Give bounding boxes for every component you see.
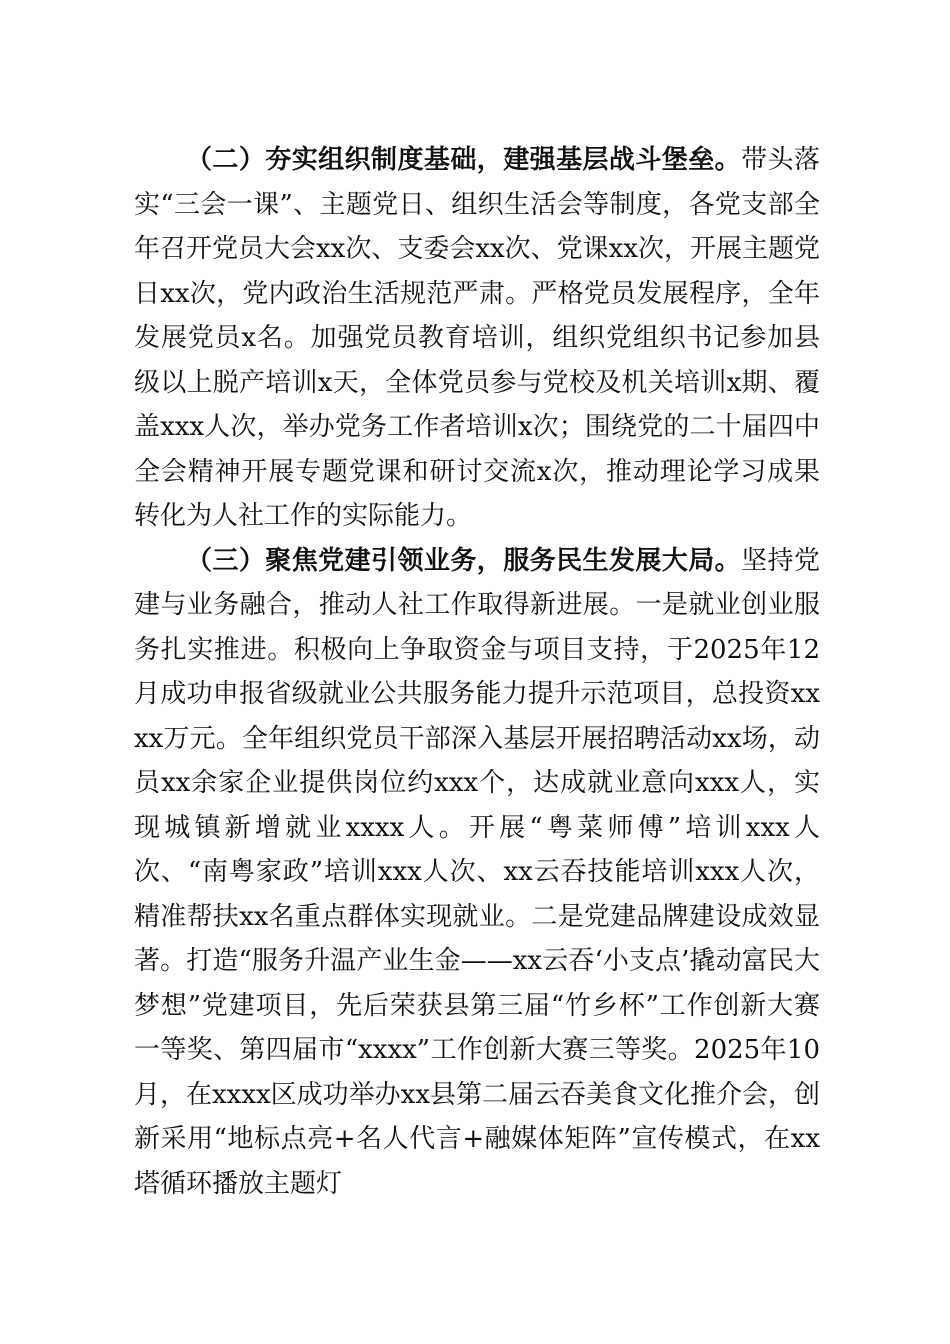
- paragraph-heading: （二）夯实组织制度基础，建强基层战斗堡垒。: [186, 145, 742, 175]
- document-body: [134, 138, 820, 1206]
- paragraph-party-building-business: [134, 539, 820, 1207]
- paragraph-heading: （三）聚焦党建引领业务，服务民生发展大局。: [186, 545, 742, 576]
- paragraph-organization-system: [134, 138, 820, 539]
- paragraph-text: 带头落实“三会一课”、主题党日、组织生活会等制度，各党支部全年召开党员大会xx次、支委会xx次、党课xx次，开展主题党日xx次，党内政治生活规范严肃。严格党员发展程序，全年发展党员x名。加强党员教育培训，组织党组织书记参加县级以上脱产培训x天，全体党员参与党校及机关培训x期、覆盖xxx人次，举办党务工作者培训x次；围绕党的二十届四中全会精神开展专题党课和研讨交流x次，推动理论学习成果转化为人社工作的实际能力。: [134, 145, 820, 531]
- paragraph-text: 坚持党建与业务融合，推动人社工作取得新进展。一是就业创业服务扎实推进。积极向上争取资金与项目支持，于2025年12月成功申报省级就业公共服务能力提升示范项目，总投资xxxx万元。全年组织党员干部深入基层开展招聘活动xx场，动员xx余家企业提供岗位约xxx个，达成就业意向xxx人，实现城镇新增就业xxxx人。开展“粤菜师傅”培训xxx人次、“南粤家政”培训xxx人次、xx云吞技能培训xxx人次，精准帮扶xx名重点群体实现就业。二是党建品牌建设成效显著。打造“服务升温产业生金——xx云吞‘小支点’撬动富民大梦想”党建项目，先后荣获县第三届“竹乡杯”工作创新大赛一等奖、第四届市“xxxx”工作创新大赛三等奖。2025年10月，在xxxx区成功举办xx县第二届云吞美食文化推介会，创新采用“地标点亮+名人代言+融媒体矩阵”宣传模式，在xx塔循环播放主题灯: [134, 545, 820, 1199]
